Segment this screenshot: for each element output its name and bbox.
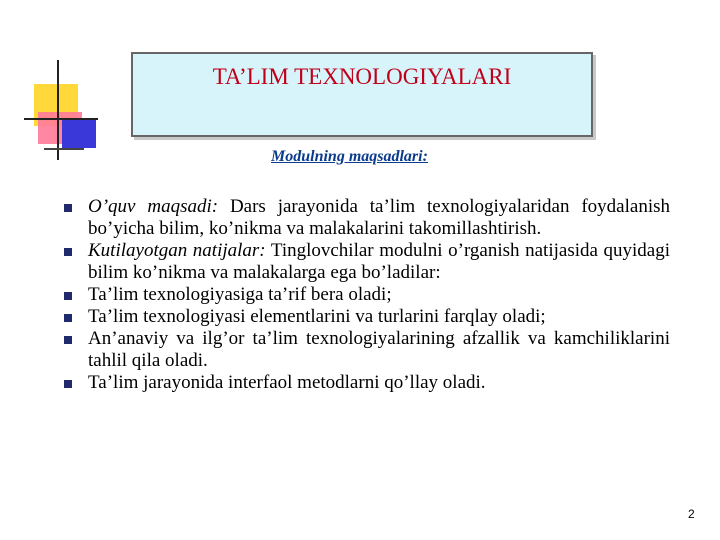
- bullet-item: [64, 306, 670, 328]
- bullet-text: Ta’lim texnologiyasiga ta’rif bera oladi;: [88, 284, 392, 305]
- bullet-item: [64, 372, 670, 394]
- bullet-label: Kutilayotgan natijalar:: [88, 240, 266, 261]
- slide-title: TA’LIM TEXNOLOGIYALARI: [212, 64, 512, 89]
- title-box: [131, 52, 593, 137]
- bullet-text: Tinglovchilar modulni o’rganish natijasida quyidagi bilim ko’nikma va malakalarga ega bo’ladilar:: [88, 240, 670, 283]
- square-bullet-icon: [64, 336, 72, 344]
- bullet-text: Dars jarayonida ta’lim texnologiyalaridan foydalanish bo’yicha bilim, ko’nikma va malakalarini takomillashtirish.: [88, 196, 670, 239]
- bullet-item: [64, 284, 670, 306]
- bullet-text: An’anaviy va ilg’or ta’lim texnologiyalarining afzallik va kamchiliklarini tahlil qila oladi.: [88, 328, 670, 371]
- bullet-label: O’quv maqsadi:: [88, 196, 219, 217]
- bullet-text: Ta’lim texnologiyasi elementlarini va turlarini farqlay oladi;: [88, 306, 546, 327]
- slide-subtitle: Modulning maqsadlari:: [271, 148, 428, 165]
- bullet-item: [64, 328, 670, 372]
- square-bullet-icon: [64, 292, 72, 300]
- bullet-item: [64, 196, 670, 240]
- square-bullet-icon: [64, 380, 72, 388]
- page-number: 2: [688, 507, 695, 521]
- square-bullet-icon: [64, 204, 72, 212]
- bullet-list: [64, 196, 670, 394]
- square-bullet-icon: [64, 248, 72, 256]
- bullet-item: [64, 240, 670, 284]
- square-bullet-icon: [64, 314, 72, 322]
- logo-lower-line: [44, 148, 84, 150]
- logo-horizontal-line: [24, 118, 98, 120]
- logo-vertical-line: [57, 60, 59, 160]
- bullet-text: Ta’lim jarayonida interfaol metodlarni qo’llay oladi.: [88, 372, 486, 393]
- logo-blue-square: [62, 118, 96, 148]
